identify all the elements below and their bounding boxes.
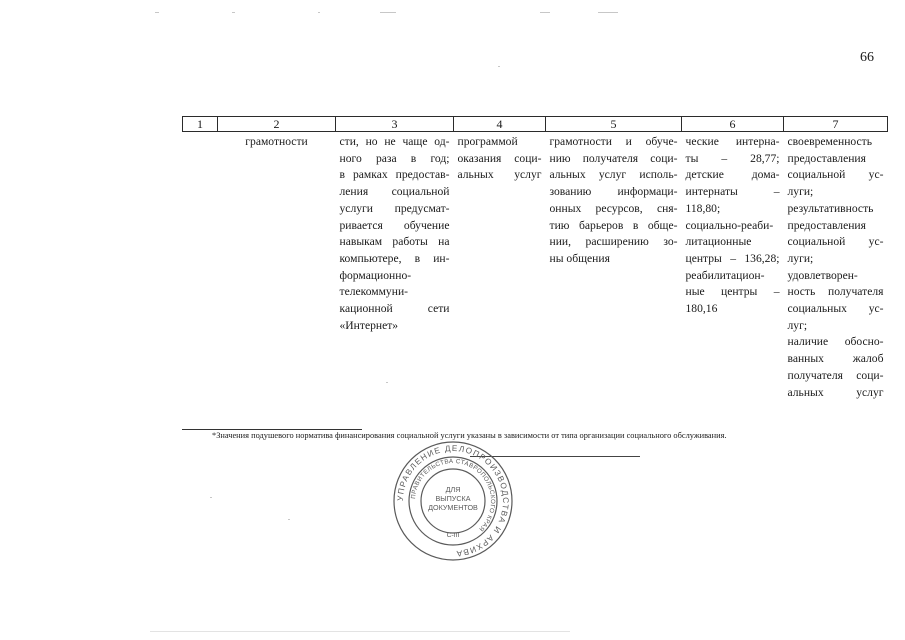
cell-line: ты – 28,77; bbox=[685, 151, 780, 165]
cell-line: компьютере, в ин- bbox=[339, 251, 450, 265]
cell-col-6 bbox=[682, 132, 784, 402]
cell-line: луги; bbox=[787, 185, 814, 199]
cell-line: 118,80; bbox=[685, 201, 721, 215]
cell-line: нию получателя соци- bbox=[549, 151, 678, 165]
cell-line: социально-реаби- bbox=[685, 218, 774, 232]
cell-col-7 bbox=[784, 132, 888, 402]
cell-line: альных услуг bbox=[457, 168, 542, 182]
cell-line: луг; bbox=[787, 318, 808, 332]
cell-line: ческие интерна- bbox=[685, 135, 780, 148]
cell-col-4 bbox=[454, 132, 546, 402]
cell-line: ность получателя bbox=[787, 285, 884, 299]
cell-line: тию барьеров в обще- bbox=[549, 218, 678, 232]
cell-line: социальных ус- bbox=[787, 302, 884, 316]
cell-line: получателя соци- bbox=[787, 368, 884, 382]
cell-line: альных услуг исполь- bbox=[549, 168, 678, 182]
cell-col-1 bbox=[183, 132, 218, 402]
col-header-2: 2 bbox=[218, 117, 336, 132]
cell-line: ные центры – bbox=[685, 285, 780, 299]
cell-line: реабилитацион- bbox=[685, 268, 765, 282]
cell-line: удовлетворен- bbox=[787, 268, 858, 282]
cell-line: грамотности и обуче- bbox=[549, 135, 678, 148]
stamp-code: С-III bbox=[446, 532, 460, 539]
cell-line: предоставления bbox=[787, 218, 866, 232]
cell-line: альных услуг bbox=[787, 385, 884, 399]
col-header-7: 7 bbox=[784, 117, 888, 132]
cell-line: услуги предусмат- bbox=[339, 201, 450, 215]
cell-line: ны общения bbox=[549, 251, 610, 265]
cell-line: формационно- bbox=[339, 268, 412, 282]
col-header-1: 1 bbox=[183, 117, 218, 132]
cell-line: литационные bbox=[685, 235, 752, 249]
cell-line: предоставления bbox=[787, 151, 866, 165]
stamp-outer-text: УПРАВЛЕНИЕ ДЕЛОПРОИЗВОДСТВА И АРХИВА bbox=[395, 443, 511, 559]
col-header-5: 5 bbox=[546, 117, 682, 132]
cell-line: зованию информаци- bbox=[549, 185, 678, 199]
stamp-inner-text: ПРАВИТЕЛЬСТВА СТАВРОПОЛЬСКОГО КРАЯ bbox=[410, 457, 497, 533]
cell-line: социальной ус- bbox=[787, 235, 884, 249]
cell-line: грамотности bbox=[245, 135, 308, 148]
cell-line: детские дома- bbox=[685, 168, 780, 182]
stamp-center-line-2: ВЫПУСКА bbox=[435, 494, 471, 503]
table bbox=[182, 116, 888, 401]
cell-line: луги; bbox=[787, 251, 814, 265]
cell-col-5 bbox=[546, 132, 682, 402]
stamp-center-line-1: ДЛЯ bbox=[445, 485, 461, 494]
stamp-center-line-3: ДОКУМЕНТОВ bbox=[428, 503, 478, 512]
col-header-3: 3 bbox=[336, 117, 454, 132]
cell-line: интернаты – bbox=[685, 185, 780, 199]
cell-line: ривается обучение bbox=[339, 218, 450, 232]
cell-line: сти, но не чаще од- bbox=[339, 135, 450, 148]
table-header-row bbox=[183, 117, 888, 132]
cell-line: своевременность bbox=[787, 135, 873, 148]
cell-line: в рамках предостав- bbox=[339, 168, 450, 182]
cell-line: кационной сети bbox=[339, 302, 450, 316]
cell-line: «Интернет» bbox=[339, 318, 399, 332]
cell-col-2 bbox=[218, 132, 336, 402]
footnote-divider bbox=[182, 429, 362, 430]
cell-col-3 bbox=[336, 132, 454, 402]
cell-line: онных ресурсов, сня- bbox=[549, 201, 678, 215]
footnote: *Значения подушевого норматива финансирования социальной услуги указаны в зависимости от типа организации социального обслуживания. bbox=[212, 431, 727, 440]
cell-line: программой bbox=[457, 135, 518, 148]
cell-line: наличие обосно- bbox=[787, 335, 884, 349]
page-number: 66 bbox=[860, 50, 874, 65]
cell-line: социальной ус- bbox=[787, 168, 884, 182]
cell-line: 180,16 bbox=[685, 302, 718, 316]
cell-line: навыкам работы на bbox=[339, 235, 450, 249]
cell-line: результативность bbox=[787, 201, 874, 215]
document-table bbox=[182, 116, 887, 401]
cell-line: центры – 136,28; bbox=[685, 251, 780, 265]
col-header-4: 4 bbox=[454, 117, 546, 132]
cell-line: телекоммуни- bbox=[339, 285, 409, 299]
cell-line: ванных жалоб bbox=[787, 352, 884, 366]
cell-line: оказания соци- bbox=[457, 151, 542, 165]
cell-line: ного раза в год; bbox=[339, 151, 450, 165]
cell-line: нии, расширению зо- bbox=[549, 235, 678, 249]
col-header-6: 6 bbox=[682, 117, 784, 132]
official-stamp bbox=[392, 440, 514, 562]
cell-line: ления социальной bbox=[339, 185, 450, 199]
table-row bbox=[183, 132, 888, 402]
